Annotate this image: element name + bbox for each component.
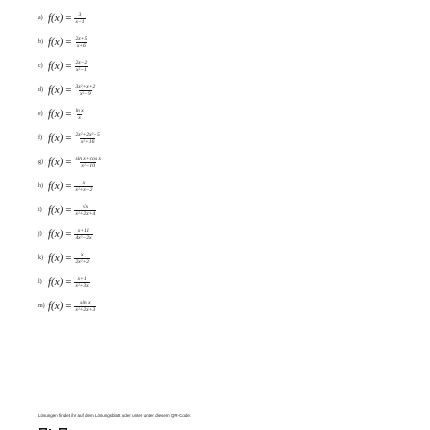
denominator: x²+2x+3 (75, 306, 96, 313)
function-name: f(x) (48, 204, 64, 216)
numerator: 3 (78, 11, 82, 18)
fraction (74, 204, 96, 217)
equals-sign: = (65, 36, 72, 48)
denominator: x−1 (75, 18, 85, 25)
exercise-item (38, 198, 338, 222)
exercise-item (38, 6, 338, 30)
function-name: f(x) (48, 156, 64, 168)
denominator: 2x²+2 (75, 258, 90, 265)
equals-sign: = (65, 156, 72, 168)
numerator: ln x (75, 107, 84, 114)
numerator: 2x²+2x²−5 (75, 131, 100, 138)
exercise-item (38, 222, 338, 246)
exercise-item (38, 102, 338, 126)
fraction (74, 276, 89, 289)
fraction (74, 156, 102, 169)
denominator: x²−1 (76, 66, 87, 73)
function-name: f(x) (48, 36, 64, 48)
function-name: f(x) (48, 60, 64, 72)
equals-sign: = (65, 252, 72, 264)
exercise-item (38, 30, 338, 54)
equals-sign: = (65, 228, 72, 240)
numerator: x+11 (77, 227, 90, 234)
exercise-label: f) (38, 135, 42, 141)
function-name: f(x) (48, 180, 64, 192)
numerator: sin x (80, 299, 91, 306)
exercise-item (38, 78, 338, 102)
denominator: x²+x−2 (75, 186, 93, 193)
exercise-label: e) (38, 111, 43, 117)
fraction (74, 132, 100, 145)
exercise-item (38, 54, 338, 78)
equals-sign: = (65, 60, 72, 72)
exercise-label: j) (38, 231, 42, 237)
denominator: x²+16 (80, 138, 95, 145)
function-name: f(x) (48, 228, 64, 240)
denominator: x (78, 114, 81, 121)
solutions-note: Lösungen findet ihr auf dem Lösungsblatt oder unter unter diesem QR-Code: (38, 413, 192, 418)
exercise-item (38, 294, 338, 318)
equals-sign: = (65, 12, 72, 24)
exercise-list (38, 6, 338, 318)
equals-sign: = (65, 204, 72, 216)
equals-sign: = (65, 300, 72, 312)
exercise-label: c) (38, 63, 43, 69)
exercise-label: i) (38, 207, 42, 213)
equals-sign: = (65, 276, 72, 288)
denominator: x²+3x (75, 282, 89, 289)
fraction (74, 12, 85, 25)
numerator: x+1 (77, 275, 87, 282)
equals-sign: = (65, 132, 72, 144)
fraction (74, 300, 96, 313)
function-name: f(x) (48, 12, 64, 24)
function-name: f(x) (48, 108, 64, 120)
fraction (74, 60, 88, 73)
exercise-item (38, 246, 338, 270)
equals-sign: = (65, 84, 72, 96)
function-name: f(x) (48, 300, 64, 312)
function-name: f(x) (48, 84, 64, 96)
numerator: x (82, 179, 86, 186)
exercise-item (38, 150, 338, 174)
exercise-label: h) (38, 183, 43, 189)
fraction (74, 180, 93, 193)
exercise-label: k) (38, 255, 43, 261)
numerator: 3x²+x+2 (75, 83, 96, 90)
fraction (74, 252, 90, 265)
numerator: √x (82, 203, 89, 210)
function-name: f(x) (48, 132, 64, 144)
numerator: x (81, 251, 84, 258)
exercise-label: g) (38, 159, 43, 165)
exercise-label: b) (38, 39, 43, 45)
fraction (74, 228, 92, 241)
exercise-item (38, 126, 338, 150)
denominator: x²−9 (80, 90, 91, 97)
denominator: x+6 (76, 42, 86, 49)
numerator: 2x+5 (75, 35, 88, 42)
exercise-label: d) (38, 87, 43, 93)
fraction (74, 84, 96, 97)
denominator: x²+2x+4 (75, 210, 96, 217)
exercise-label: m) (38, 303, 45, 309)
numerator: 2x−2 (75, 59, 88, 66)
equals-sign: = (65, 180, 72, 192)
exercise-item (38, 270, 338, 294)
fraction (74, 36, 88, 49)
equals-sign: = (65, 108, 72, 120)
numerator: sin x+cos x (75, 155, 102, 162)
denominator: x²−10 (81, 162, 96, 169)
denominator: 4x²−2x (75, 234, 92, 241)
function-name: f(x) (48, 276, 64, 288)
fraction (74, 108, 84, 121)
exercise-label: a) (38, 15, 43, 21)
exercise-label: l) (38, 279, 42, 285)
function-name: f(x) (48, 252, 64, 264)
exercise-item (38, 174, 338, 198)
